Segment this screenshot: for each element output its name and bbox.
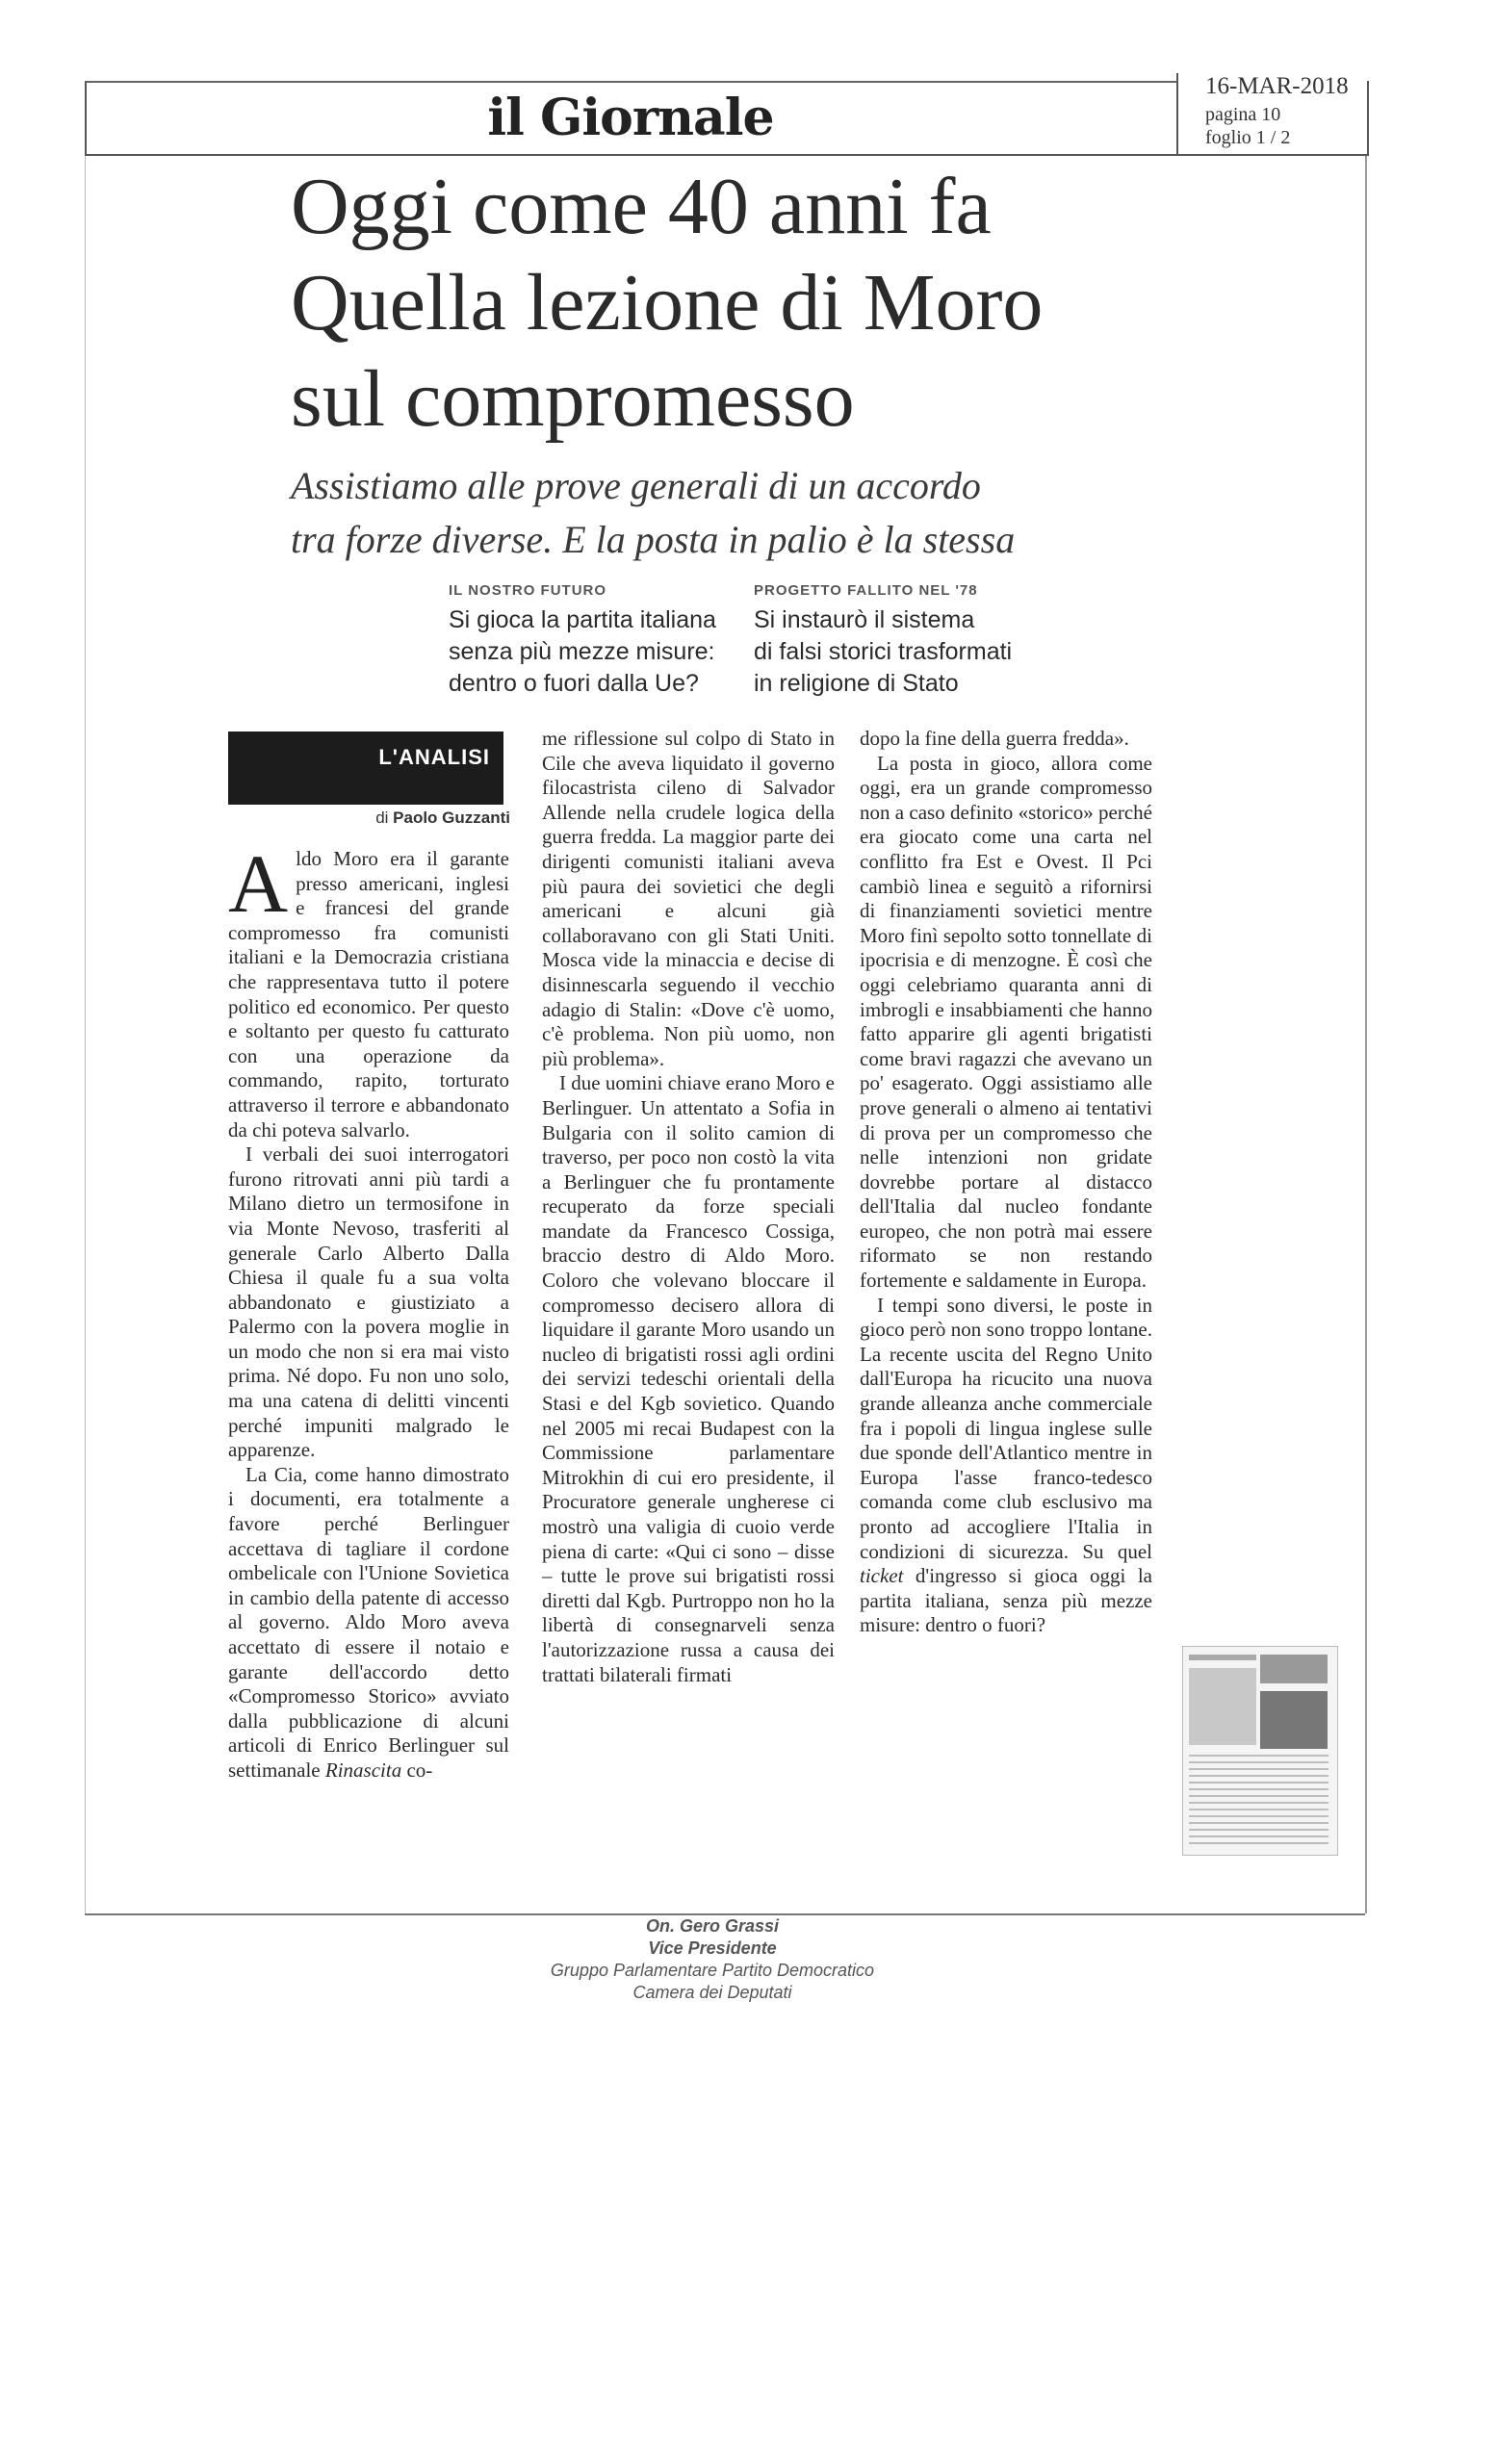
paragraph: I verbali dei suoi interrogatori furono ritrovati anni più tardi a Milano dietro un termosifone in via Monte Nevoso, trasferiti al generale Carlo Alberto Dalla Chiesa il quale fu a sua volta abbandonato e giustiziato a Palermo con la povera moglie in un modo che non si era mai visto prima. Né dopo. Fu non uno solo, ma una catena di delitti vincenti perché impuniti malgrado le apparenze. <box>228 1142 509 1462</box>
box-line: Si gioca la partita italiana <box>449 606 716 633</box>
thumb-block <box>1260 1655 1328 1683</box>
page-thumbnail-image <box>1182 1646 1338 1856</box>
stamp-name: On. Gero Grassi <box>645 1916 780 1936</box>
subhead-line-1: Assistiamo alle prove generali di un accordo <box>291 464 981 507</box>
italic-word: ticket <box>860 1564 904 1588</box>
paragraph: dopo la fine della guerra fredda». <box>860 727 1129 750</box>
paragraph <box>228 837 509 1142</box>
box-nostro-futuro <box>449 582 757 700</box>
article-column-1 <box>228 837 509 1784</box>
box-kicker: PROGETTO FALLITO NEL '78 <box>754 582 978 599</box>
headline-line-2: Quella lezione di Moro <box>291 258 1044 347</box>
subheadline <box>291 459 1253 567</box>
drop-cap: A <box>228 837 289 930</box>
paragraph: me riflessione sul colpo di Stato in Cile che aveva liquidato il governo filocastrista cileno di Salvador Allende nella crudele logica della guerra fredda. La maggior parte dei dirigenti comunisti italiani aveva più paura dei sovietici che degli americani e alcuni già collaboravano con gli Stati Uniti. Mosca vide la minaccia e decise di disinnescarla seguendo il vecchio adagio di Stalin: «Dove c'è uomo, c'è problema. Non più uomo, non più problema». <box>542 727 835 1070</box>
stamp-group: Gruppo Parlamentare Partito Democratico <box>550 1961 875 1980</box>
stamp-chamber: Camera dei Deputati <box>632 1983 792 2002</box>
publication-name: Rinascita <box>324 1758 402 1782</box>
paragraph: I due uomini chiave erano Moro e Berlinguer. Un attentato a Sofia in Bulgaria con il solito camion di traverso, per poco non costò la vita a Berlinguer che fu prontamente recuperato da forze speciali mandate da Francesco Cossiga, braccio destro di Aldo Moro. Coloro che volevano bloccare il compromesso decisero allora di liquidare il garante Moro usando un nucleo di brigatisti rossi agli ordini dei servizi tedeschi orientali della Stasi e del Kgb sovietico. Quando nel 2005 mi recai Budapest con la Commissione parlamentare Mitrokhin di cui ero presidente, il Procuratore generale ungherese ci mostrò una valigia di cuoio verde piena di carte: «Qui ci sono – disse – tutte le prove sui brigatisti rossi diretti dal Kgb. Purtroppo non ho la libertà di consegnarveli senza l'autorizzazione russa a causa dei trattati bilaterali firmati <box>542 1071 835 1686</box>
box-line: Si instaurò il sistema <box>754 606 975 633</box>
subhead-line-2: tra forze diverse. E la posta in palio è la stessa <box>291 518 1016 561</box>
thumb-block <box>1260 1691 1328 1749</box>
box-line: in religione di Stato <box>754 670 959 697</box>
page-number: pagina 10 <box>1205 104 1281 125</box>
section-banner <box>228 732 503 805</box>
paragraph <box>860 1294 1152 1638</box>
headline-line-3: sul compromesso <box>291 354 855 444</box>
box-progetto-fallito <box>754 582 1062 700</box>
deputy-stamp <box>510 1915 915 2004</box>
article-column-3 <box>860 727 1152 1638</box>
frame-left-rule <box>85 81 86 1913</box>
section-label: L'ANALISI <box>378 745 490 769</box>
author-name: Paolo Guzzanti <box>393 808 510 827</box>
byline <box>347 808 510 828</box>
paragraph-text: ldo Moro era il garante presso americani, inglesi e francesi del grande compromesso fra comunisti italiani e la Democrazia cristiana che rappresentava tutto il potere politico ed economico. Per questo e soltanto per questo fu catturato con una operazione da commando, rapito, torturato attraverso il terrore e abbandonato da chi poteva salvarlo. <box>228 847 509 1142</box>
thumb-block <box>1189 1668 1256 1745</box>
paragraph: La posta in gioco, allora come oggi, era un grande compromesso non a caso definito «storico» perché era giocato come una carta nel conflitto fra Est e Ovest. Il Pci cambiò linea e seguitò a rifornirsi di finanziamenti sovietici mentre Moro finì sepolto sotto tonnellate di ipocrisia e di menzogne. È così che oggi celebriamo quaranta anni di imbrogli e insabbiamenti che hanno fatto apparire gli agenti brigatisti come bravi ragazzi che avevano un po' esagerato. Oggi assistiamo alle prove generali o almeno ai tentativi di prova per un compromesso che nelle intenzioni non gridate dovrebbe portare al distacco dell'Italia dal nucleo fondante europeo, che non potrà mai essere riformato se non restando fortemente e saldamente in Europa. <box>860 751 1152 1293</box>
paragraph-tail: co- <box>401 1758 433 1782</box>
paragraph-text: I tempi sono diversi, le poste in gioco però non sono troppo lontane. La recente uscita del Regno Unito dall'Europa ha ricucito una nuova grande alleanza anche commerciale fra i popoli di lingua inglese sulle due sponde dell'Atlantico mentre in Europa l'asse franco-tedesco comanda come club esclusivo ma pronto ad accogliere l'Italia in condizioni di sicurezza. Su quel <box>860 1293 1152 1563</box>
box-kicker: IL NOSTRO FUTURO <box>449 582 607 599</box>
paragraph-tail: d'ingresso si gioca oggi la partita italiana, senza più mezze misure: dentro o fuori? <box>860 1564 1152 1637</box>
issue-meta <box>1176 73 1367 154</box>
thumb-block <box>1189 1755 1328 1847</box>
header-box <box>85 73 1369 156</box>
stamp-role: Vice Presidente <box>648 1938 777 1958</box>
headline <box>291 159 1253 448</box>
thumb-block <box>1189 1655 1256 1660</box>
masthead: il Giornale <box>487 89 774 147</box>
box-line: dentro o fuori dalla Ue? <box>449 670 699 697</box>
issue-date: 16-MAR-2018 <box>1205 73 1349 99</box>
byline-prefix: di <box>375 808 389 827</box>
frame-right-rule <box>1365 81 1367 1913</box>
article-column-2 <box>542 727 835 1687</box>
paragraph-text: La Cia, come hanno dimostrato i documenti, era totalmente a favore perché Berlinguer accettava di tagliare il cordone ombelicale con l'Unione Sovietica in cambio della patente di accesso al governo. Aldo Moro aveva accettato di essere il notaio e garante dell'accordo detto «Compromesso Storico» avviato dalla pubblicazione di alcuni articoli di Enrico Berlinguer sul settimanale <box>228 1462 509 1782</box>
headline-line-1: Oggi come 40 anni fa <box>291 162 992 251</box>
sheet-number: foglio 1 / 2 <box>1205 127 1291 148</box>
paragraph <box>228 1463 509 1784</box>
box-line: senza più mezze misure: <box>449 638 715 665</box>
box-line: di falsi storici trasformati <box>754 638 1013 665</box>
